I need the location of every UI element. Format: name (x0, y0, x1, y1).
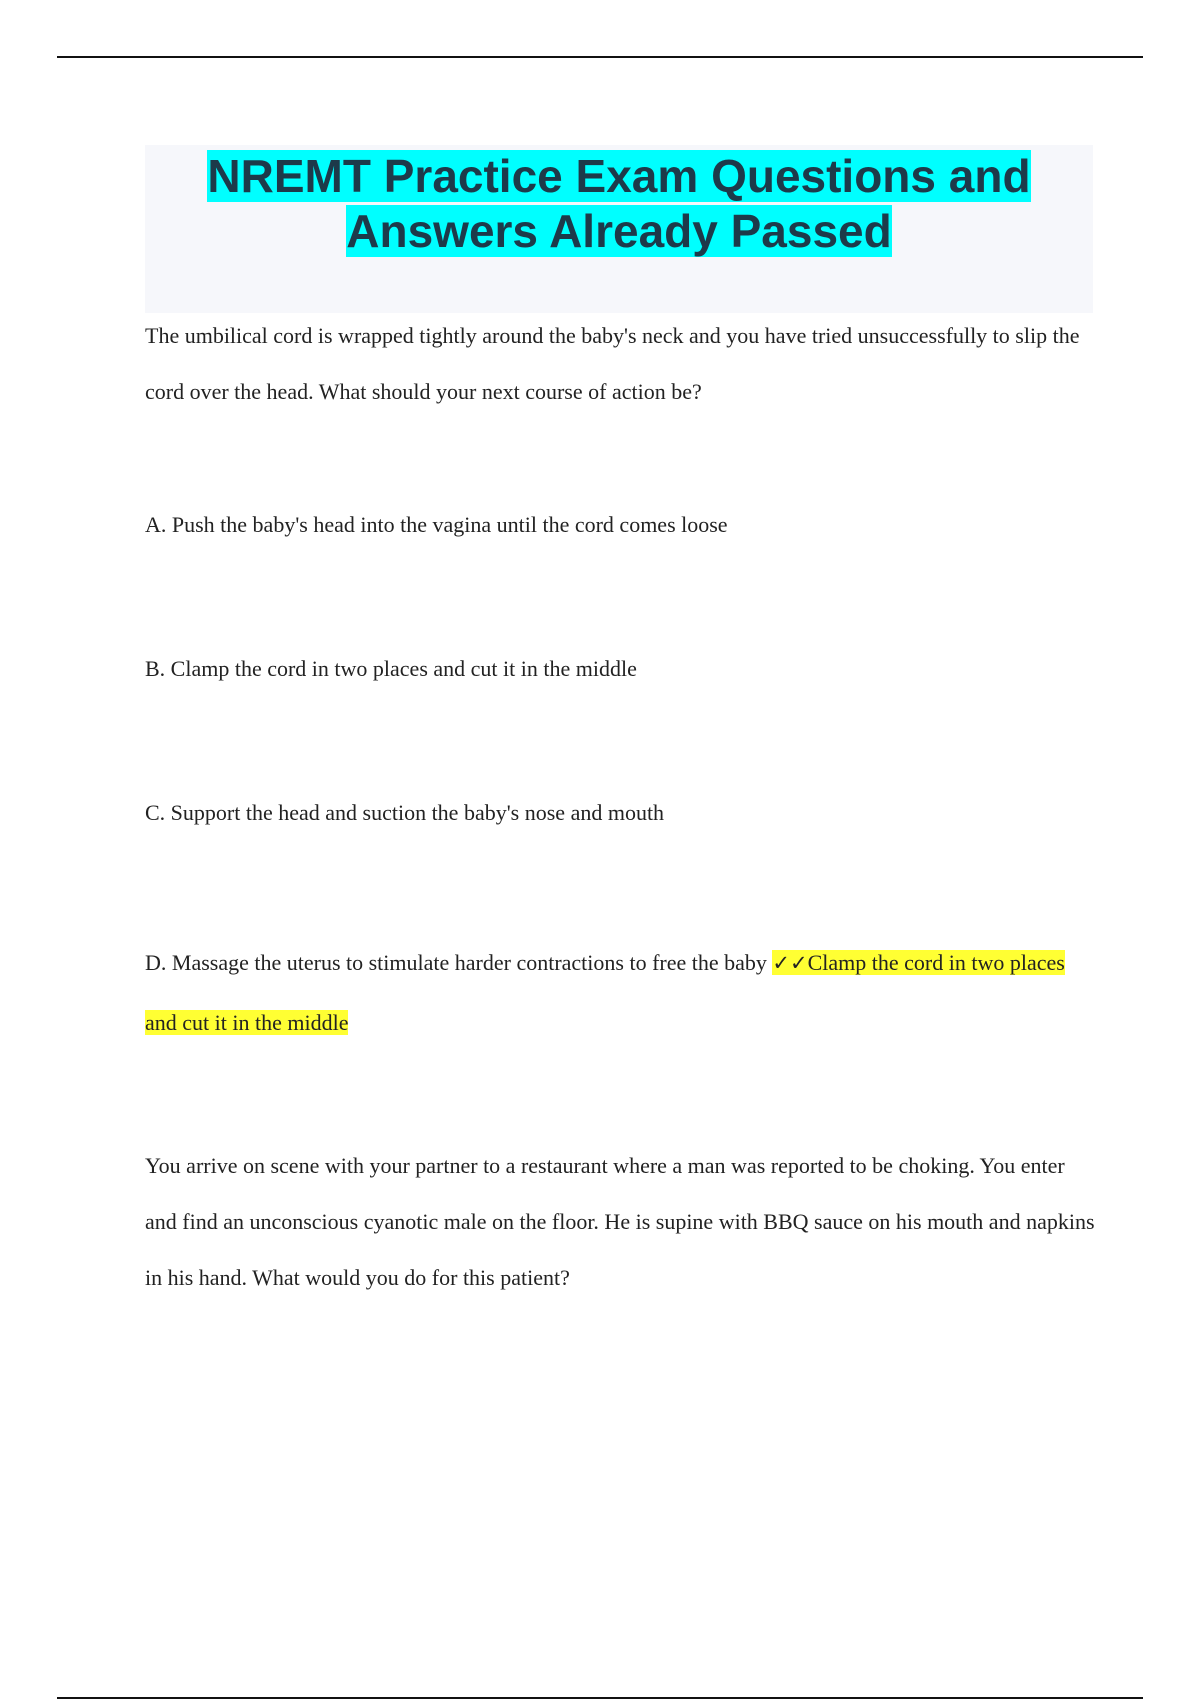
title-block (145, 145, 1093, 313)
top-rule (57, 56, 1143, 58)
question-2-text: You arrive on scene with your partner to a restaurant where a man was reported to be choking. You enter and find an unconscious cyanotic male on the floor. He is supine with BBQ sauce on his mouth and napkins in his hand. What would you do for this patient? (145, 1153, 1095, 1290)
bottom-rule (57, 1697, 1143, 1699)
option-d-with-answer (145, 933, 1095, 1053)
title-line-2: Answers Already Passed (346, 205, 892, 257)
option-b: B. Clamp the cord in two places and cut it in the middle (145, 656, 637, 681)
checkmark-icon: ✓✓ (772, 951, 808, 975)
option-c: C. Support the head and suction the baby's nose and mouth (145, 800, 665, 825)
answer-text: Clamp the cord in two places and cut it in the middle (145, 950, 1065, 1035)
document-title (145, 145, 1093, 259)
option-a: A. Push the baby's head into the vagina until the cord comes loose (145, 512, 728, 537)
option-d: D. Massage the uterus to stimulate harder contractions to free the baby (145, 950, 773, 975)
title-line-1: NREMT Practice Exam Questions and (207, 150, 1031, 202)
question-1-text: The umbilical cord is wrapped tightly around the baby's neck and you have tried unsuccessfully to slip the cord over the head. What should your next course of action be? (145, 323, 1080, 404)
